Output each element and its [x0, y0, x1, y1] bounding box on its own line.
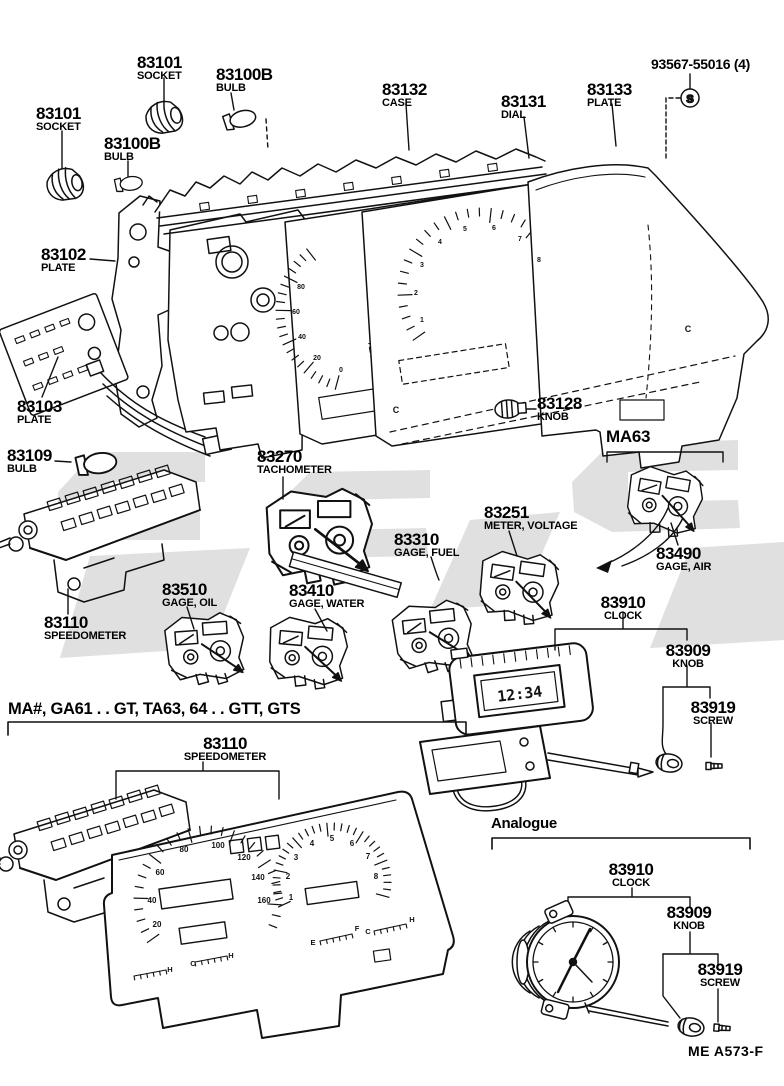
svg-text:5: 5 [463, 226, 467, 233]
svg-text:6: 6 [492, 225, 496, 232]
part-caption: BULB [216, 82, 246, 95]
svg-text:40: 40 [147, 896, 157, 905]
part-number: 83270 [257, 447, 302, 466]
part-label-tachometer [257, 448, 332, 477]
part-label-clock-top [596, 594, 650, 623]
svg-text:3: 3 [293, 853, 299, 862]
part-number: 83102 [41, 245, 86, 264]
svg-text:C: C [684, 324, 692, 334]
part-number: 83100B [216, 65, 273, 84]
part-number: 83132 [382, 80, 427, 99]
part-caption: GAGE, FUEL [394, 547, 460, 560]
applicability-header: MA#, GA61 . . GT, TA63, 64 . . GTT, GTS [8, 700, 301, 718]
svg-text:6: 6 [349, 839, 355, 848]
part-caption: CLOCK [603, 610, 643, 623]
part-caption: KNOB [673, 920, 705, 933]
part-label-plate-front [587, 81, 632, 110]
svg-text:20: 20 [313, 355, 321, 362]
part-caption: METER, VOLTAGE [484, 520, 578, 533]
cluster-exploded-art [0, 149, 768, 468]
part-caption: PLATE [17, 414, 52, 427]
part-number: 93567-55016 (4) [651, 56, 751, 72]
bottom-section-art [0, 762, 750, 1038]
part-number: 83251 [484, 503, 529, 522]
part-label-dial [501, 93, 546, 122]
part-caption: GAGE, OIL [162, 597, 218, 610]
svg-text:120: 120 [237, 853, 251, 862]
svg-text:1: 1 [288, 893, 294, 902]
svg-text:1: 1 [420, 317, 424, 324]
svg-text:2: 2 [414, 290, 418, 297]
part-label-speedometer-mid [44, 614, 126, 643]
svg-text:H: H [228, 951, 234, 960]
svg-text:C: C [190, 959, 196, 968]
screw-symbol: S [686, 93, 694, 106]
svg-text:C: C [392, 405, 400, 415]
part-number: 83410 [289, 581, 334, 600]
svg-text:20: 20 [152, 920, 162, 929]
part-label-plate-circuit [17, 398, 62, 427]
part-number: 83103 [17, 397, 62, 416]
part-label-bulb-109 [7, 447, 52, 476]
part-label-clock-bottom [604, 861, 658, 890]
part-caption: PLATE [587, 97, 622, 110]
part-number: 83490 [656, 544, 701, 563]
part-number: 83919 [690, 698, 736, 717]
part-label-gage-oil [162, 581, 217, 610]
part-label-screw-bottom [693, 961, 747, 990]
svg-text:100: 100 [211, 841, 225, 850]
part-label-gage-water [289, 582, 364, 611]
part-label-screw-set [651, 57, 750, 71]
part-caption: SOCKET [36, 121, 81, 134]
part-label-case [382, 81, 427, 110]
part-caption: PLATE [41, 262, 76, 275]
part-label-gage-air [656, 545, 711, 574]
part-label-knob-128 [537, 395, 582, 424]
part-label-knob-top [661, 642, 715, 671]
part-caption: SPEEDOMETER [44, 630, 127, 643]
svg-text:7: 7 [365, 852, 371, 861]
part-caption: SOCKET [137, 70, 182, 83]
svg-text:H: H [409, 915, 415, 924]
part-caption: SCREW [700, 977, 740, 990]
part-caption: KNOB [672, 658, 704, 671]
part-number: 83100B [104, 134, 161, 153]
part-caption: CASE [382, 97, 412, 110]
svg-text:80: 80 [179, 845, 189, 854]
part-label-knob-bottom [662, 904, 716, 933]
part-caption: CLOCK [611, 877, 651, 890]
svg-text:F: F [354, 924, 360, 933]
part-number: 83110 [203, 734, 247, 753]
part-label-plate-back [41, 246, 86, 275]
part-number: 83128 [537, 394, 582, 413]
part-caption: BULB [104, 151, 134, 164]
svg-text:5: 5 [329, 834, 335, 843]
part-label-socket-2 [36, 105, 81, 134]
part-caption: DIAL [501, 109, 526, 122]
part-caption: SPEEDOMETER [183, 751, 267, 764]
part-number: 83510 [162, 580, 207, 599]
svg-text:140: 140 [251, 873, 265, 882]
part-number: 83910 [608, 860, 654, 879]
part-number: 83310 [394, 530, 439, 549]
part-number: 83910 [600, 593, 646, 612]
part-number: 83909 [666, 903, 712, 922]
section-label-ma63: MA63 [606, 427, 651, 446]
svg-text:7: 7 [518, 236, 522, 243]
part-caption: GAGE, AIR [656, 561, 712, 574]
clock-display: 12:34 [496, 682, 544, 706]
part-label-bulb-1 [216, 66, 273, 95]
part-caption: SCREW [693, 715, 733, 728]
part-caption: TACHOMETER [257, 464, 332, 477]
part-label-bulb-2 [104, 135, 161, 164]
page-code: ME A573-F [688, 1043, 764, 1059]
part-number: 83101 [137, 53, 182, 72]
part-number: 83133 [587, 80, 632, 99]
svg-text:4: 4 [309, 839, 315, 848]
part-number: 83131 [501, 92, 546, 111]
svg-text:8: 8 [537, 257, 541, 264]
svg-text:E: E [310, 938, 316, 947]
svg-text:80: 80 [297, 284, 305, 291]
svg-text:60: 60 [292, 309, 300, 316]
part-label-speedometer-bottom [172, 735, 278, 764]
part-number: 83919 [697, 960, 743, 979]
svg-text:60: 60 [155, 868, 165, 877]
part-label-gage-fuel [394, 531, 459, 560]
svg-text:8: 8 [373, 872, 379, 881]
part-label-screw-top [686, 699, 740, 728]
part-caption: GAGE, WATER [289, 598, 365, 611]
svg-text:40: 40 [298, 334, 306, 341]
part-number: 83109 [7, 446, 52, 465]
part-number: 83110 [44, 613, 88, 632]
part-caption: KNOB [537, 411, 569, 424]
part-number: 83101 [36, 104, 81, 123]
svg-text:0: 0 [339, 367, 343, 374]
svg-text:H: H [167, 965, 173, 974]
svg-text:2: 2 [285, 872, 291, 881]
part-label-meter-voltage [484, 504, 577, 533]
svg-text:3: 3 [420, 262, 424, 269]
part-label-socket-1 [137, 54, 182, 83]
svg-text:160: 160 [257, 896, 271, 905]
part-number: 83909 [665, 641, 711, 660]
svg-text:4: 4 [438, 239, 442, 246]
part-caption: BULB [7, 463, 37, 476]
section-label-analogue: Analogue [491, 815, 557, 832]
svg-text:C: C [365, 927, 371, 936]
